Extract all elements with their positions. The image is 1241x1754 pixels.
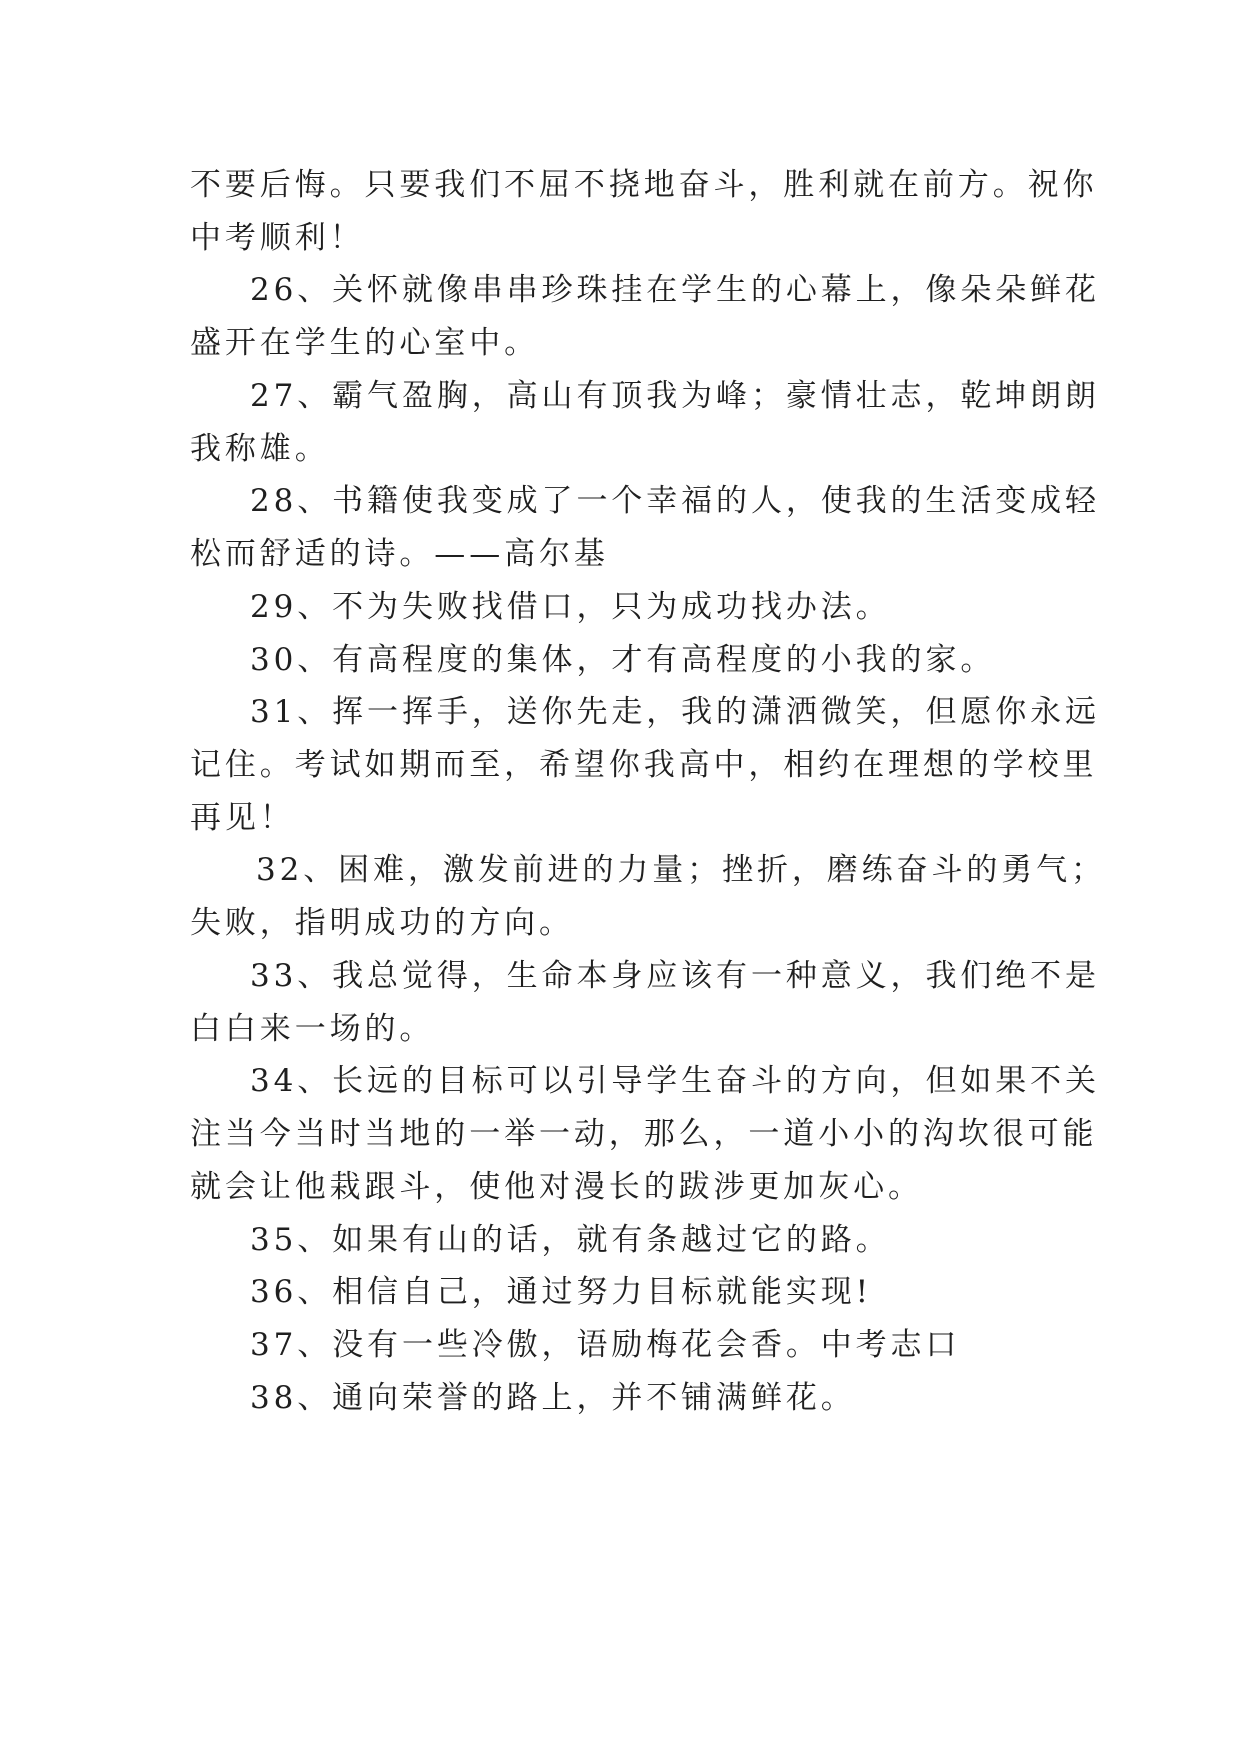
text-line: 注当今当时当地的一举一动，那么，一道小小的沟坎很可能 [190,1116,1098,1152]
list-item: 28、书籍使我变成了一个幸福的人，使我的生活变成轻 [250,483,1100,519]
text-line: 我称雄。 [190,431,330,467]
text-line: 不要后悔。只要我们不屈不挠地奋斗，胜利就在前方。祝你 [190,167,1098,203]
list-item: 36、相信自己，通过努力目标就能实现! [250,1274,873,1310]
list-item: 34、长远的目标可以引导学生奋斗的方向，但如果不关 [250,1063,1100,1099]
text-line: 就会让他栽跟斗，使他对漫长的跋涉更加灰心。 [190,1169,923,1205]
list-item: 38、通向荣誉的路上，并不铺满鲜花。 [250,1380,856,1416]
list-item: 35、如果有山的话，就有条越过它的路。 [250,1222,891,1258]
text-line: 记住。考试如期而至，希望你我高中，相约在理想的学校里 [190,747,1098,783]
list-item: 29、不为失败找借口，只为成功找办法。 [250,589,891,625]
list-item: 37、没有一些冷傲，语励梅花会香。中考志口 [250,1327,961,1363]
text-line: 白白来一场的。 [190,1011,435,1047]
text-line: 中考顺利！ [190,220,365,256]
list-item: 27、霸气盈胸，高山有顶我为峰；豪情壮志，乾坤朗朗 [250,378,1100,414]
list-item: 31、挥一挥手，送你先走，我的潇洒微笑，但愿你永远 [250,694,1100,730]
list-item: 26、关怀就像串串珍珠挂在学生的心幕上，像朵朵鲜花 [250,272,1100,308]
text-line: 松而舒适的诗。——高尔基 [190,536,609,572]
list-item: 33、我总觉得，生命本身应该有一种意义，我们绝不是 [250,958,1100,994]
text-line: 失败，指明成功的方向。 [190,905,574,941]
text-line: 再见！ [190,800,295,836]
list-item: 32、困难，激发前进的力量；挫折，磨练奋斗的勇气； [256,852,1106,888]
text-line: 盛开在学生的心室中。 [190,325,539,361]
list-item: 30、有高程度的集体，才有高程度的小我的家。 [250,642,996,678]
